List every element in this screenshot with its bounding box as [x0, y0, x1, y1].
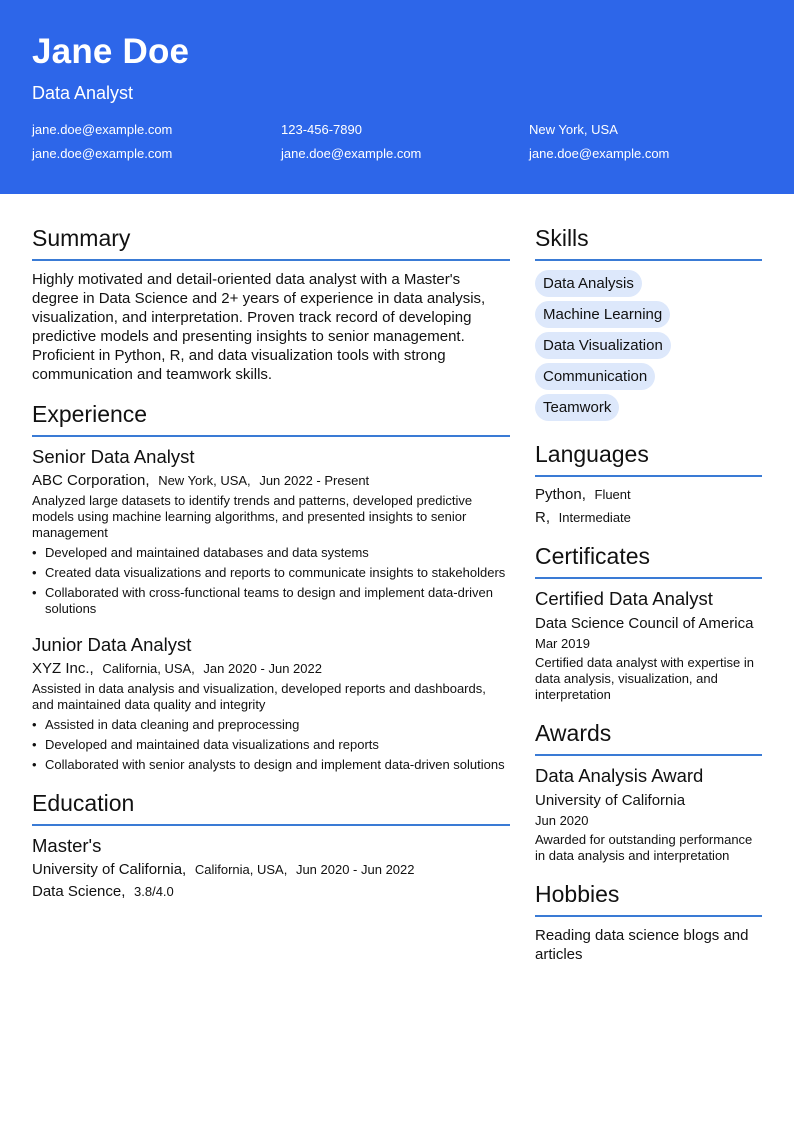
- section-heading: Languages: [535, 441, 762, 477]
- job-meta: [32, 660, 510, 677]
- contact-email-3[interactable]: jane.doe@example.com: [281, 146, 422, 161]
- language-name: Python,: [535, 486, 586, 503]
- job-dates: Jan 2020 - Jun 2022: [203, 661, 322, 676]
- resume-header: [0, 0, 794, 194]
- education-location: California, USA,: [194, 862, 288, 877]
- hobbies-section: [535, 881, 762, 964]
- list-item: • Collaborated with cross-functional teams to design and implement data-driven solutions: [32, 585, 510, 617]
- certificate-description: Certified data analyst with expertise in data analysis, visualization, and interpretation: [535, 655, 754, 702]
- skill-chip: Communication: [535, 363, 655, 390]
- section-heading: Certificates: [535, 543, 762, 579]
- award-title: Data Analysis Award: [535, 765, 704, 786]
- job-dates: Jun 2022 - Present: [259, 473, 370, 488]
- languages-list: [535, 486, 762, 526]
- job-title: Junior Data Analyst: [32, 634, 192, 655]
- skill-chip: Data Analysis: [535, 270, 642, 297]
- education-degree: Master's: [32, 835, 102, 856]
- education-dates: Jun 2020 - Jun 2022: [295, 862, 415, 877]
- list-item: • Developed and maintained databases and data systems: [32, 545, 510, 561]
- job-meta: [32, 472, 510, 489]
- job-company: XYZ Inc.,: [32, 660, 94, 677]
- contact-email-4[interactable]: jane.doe@example.com: [529, 146, 670, 161]
- education-gpa: 3.8/4.0: [134, 884, 174, 899]
- section-heading: Hobbies: [535, 881, 762, 917]
- job-description: Assisted in data analysis and visualization, developed reports and dashboards, and maintained data quality and integrity: [32, 681, 486, 712]
- hobby-item: Reading data science blogs and articles: [535, 927, 749, 963]
- candidate-name: Jane Doe: [32, 32, 190, 71]
- experience-section: [32, 401, 510, 773]
- list-item: • Collaborated with senior analysts to design and implement data-driven solutions: [32, 757, 510, 773]
- award-date: Jun 2020: [535, 813, 589, 828]
- education-school-line: [32, 861, 510, 878]
- candidate-title: Data Analyst: [32, 83, 134, 103]
- section-heading: Awards: [535, 720, 762, 756]
- section-heading: Education: [32, 790, 510, 826]
- language-name: R,: [535, 509, 550, 526]
- education-field-line: [32, 883, 510, 900]
- sidebar-column: [535, 225, 762, 964]
- job-location: California, USA,: [102, 661, 195, 676]
- skills-section: [535, 225, 762, 425]
- section-heading: Summary: [32, 225, 510, 261]
- list-item: • Assisted in data cleaning and preprocessing: [32, 717, 510, 733]
- award-org: University of California: [535, 792, 686, 809]
- skill-chip: Teamwork: [535, 394, 619, 421]
- contact-phone[interactable]: 123-456-7890: [281, 122, 362, 137]
- skills-list: [535, 270, 762, 425]
- contact-email[interactable]: jane.doe@example.com: [32, 122, 173, 137]
- language-level: Fluent: [594, 487, 631, 502]
- certificates-section: [535, 543, 762, 703]
- contact-location: New York, USA: [529, 122, 618, 137]
- summary-section: [32, 225, 510, 384]
- job-bullets: [32, 545, 510, 617]
- education-school: University of California,: [32, 861, 187, 878]
- job-description: Analyzed large datasets to identify trends and patterns, developed predictive models using machine learning algorithms, and presented insights to senior management: [32, 493, 473, 540]
- awards-section: [535, 720, 762, 864]
- language-item: [535, 509, 762, 526]
- award-description: Awarded for outstanding performance in data analysis and interpretation: [535, 832, 753, 863]
- job-location: New York, USA,: [158, 473, 251, 488]
- section-heading: Skills: [535, 225, 762, 261]
- skill-chip: Data Visualization: [535, 332, 671, 359]
- language-level: Intermediate: [558, 510, 631, 525]
- job-bullets: [32, 717, 510, 773]
- job-company: ABC Corporation,: [32, 472, 150, 489]
- skill-chip: Machine Learning: [535, 301, 670, 328]
- list-item: • Created data visualizations and reports to communicate insights to stakeholders: [32, 565, 510, 581]
- job-entry: [32, 634, 510, 773]
- certificate-title: Certified Data Analyst: [535, 588, 713, 609]
- job-title: Senior Data Analyst: [32, 446, 195, 467]
- job-entry: [32, 446, 510, 617]
- main-column: [32, 225, 510, 905]
- certificate-date: Mar 2019: [535, 636, 590, 651]
- contact-email-2[interactable]: jane.doe@example.com: [32, 146, 173, 161]
- list-item: • Developed and maintained data visualizations and reports: [32, 737, 510, 753]
- summary-text: Highly motivated and detail-oriented data analyst with a Master's degree in Data Science and 2+ years of experience in data analysis, visualization, and interpretation. Proven track record of developing predictive models and presenting insights to senior management. Proficient in Python, R, and data visualization tools with strong communication and teamwork skills.: [32, 271, 486, 383]
- section-heading: Experience: [32, 401, 510, 437]
- languages-section: [535, 441, 762, 526]
- education-field: Data Science,: [32, 883, 126, 900]
- language-item: [535, 486, 762, 503]
- education-section: [32, 790, 510, 900]
- certificate-org: Data Science Council of America: [535, 615, 754, 632]
